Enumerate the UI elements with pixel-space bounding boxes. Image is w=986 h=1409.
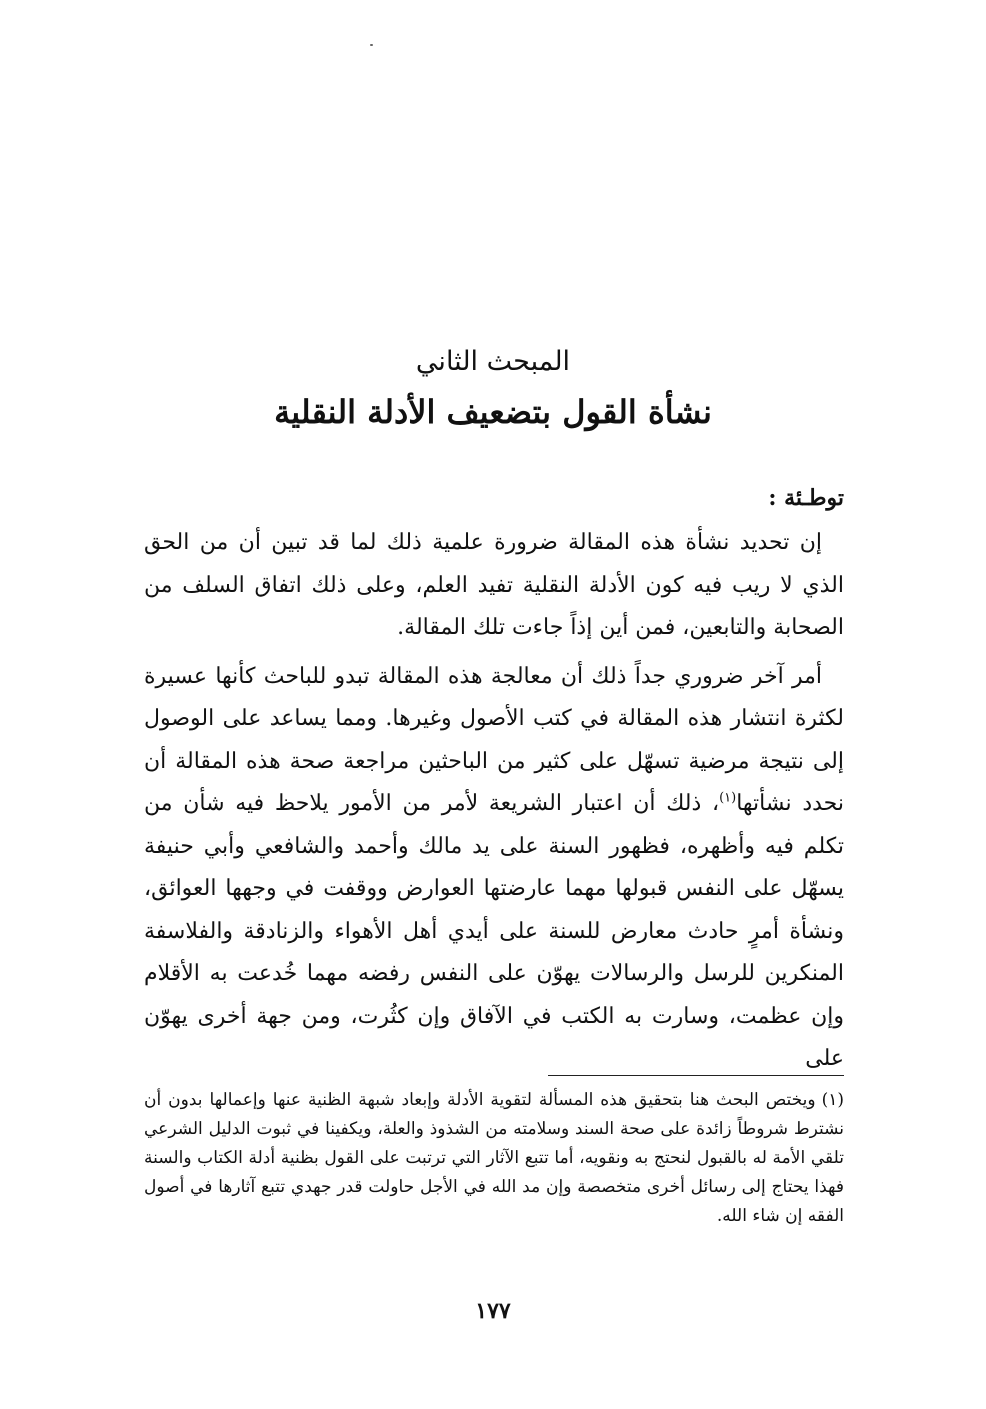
main-text xyxy=(144,478,844,1087)
footnote-text: ويختص البحث هنا بتحقيق هذه المسألة لتقوية الأدلة وإبعاد شبهة الظنية عنها وإعمالها بدون أن نشترط شروطاً زائدة على صحة السند وسلامته من الشذوذ والعلة، ويكفينا في ثبوت الدليل الشرعي تلقي الأمة له بالقبول لنحتج به ونقويه، أما تتبع الآثار التي ترتبت على القول بظنية أدلة الكتاب والسنة فهذا يحتاج إلى رسائل أخرى متخصصة وإن مد الله في الأجل حاولت قدر جهدي تتبع آثارها في أصول الفقه إن شاء الله. xyxy=(144,1090,844,1226)
scan-speck xyxy=(370,44,373,46)
footnote-marker: (١) xyxy=(821,1090,844,1110)
chapter-title: نشأة القول بتضعيف الأدلة النقلية xyxy=(274,393,712,431)
paragraph-2-text-end: ، ذلك أن اعتبار الشريعة لأمر من الأمور يلاحظ فيه شأن من تكلم فيه وأظهره، فظهور السنة على يد مالك وأحمد والشافعي وأبي حنيفة يسهّل على النفس قبولها مهما عارضتها العوارض ووقفت في وجهها العوائق، ونشأة أمرٍ حادث معارض للسنة على أيدي أهل الأهواء والزنادقة والفلاسفة المنكرين للرسل والرسالات يهوّن على النفس رفضه مهما خُدعت به الأقلام وإن عظمت، وسارت به الكتب في الآفاق وإن كثُرت، ومن جهة أخرى يهوّن على xyxy=(144,791,844,1071)
paragraph-1: إن تحديد نشأة هذه المقالة ضرورة علمية ذلك لما قد تبين أن من الحق الذي لا ريب فيه كون الأدلة النقلية تفيد العلم، وعلى ذلك اتفاق السلف من الصحابة والتابعين، فمن أين إذاً جاءت تلك المقالة. xyxy=(144,530,844,640)
chapter-label: المبحث الثاني xyxy=(415,346,571,377)
page-number: ١٧٧ xyxy=(475,1298,511,1324)
footnote-reference: (١) xyxy=(719,790,737,806)
paragraph-2 xyxy=(144,656,844,1081)
chapter-heading xyxy=(0,342,986,438)
paragraph-2-text-start: أمر آخر ضروري جداً ذلك أن معالجة هذه المقالة تبدو للباحث كأنها عسيرة لكثرة انتشار هذه المقالة في كتب الأصول وغيرها. ومما يساعد على الوصول إلى نتيجة مرضية تسهّل على كثير من الباحثين مراجعة صحة هذه المقالة أن نحدد نشأتها xyxy=(144,663,844,816)
section-label: توطـئة : xyxy=(768,485,844,511)
footnote xyxy=(144,1086,844,1231)
footnote-divider xyxy=(548,1075,844,1076)
